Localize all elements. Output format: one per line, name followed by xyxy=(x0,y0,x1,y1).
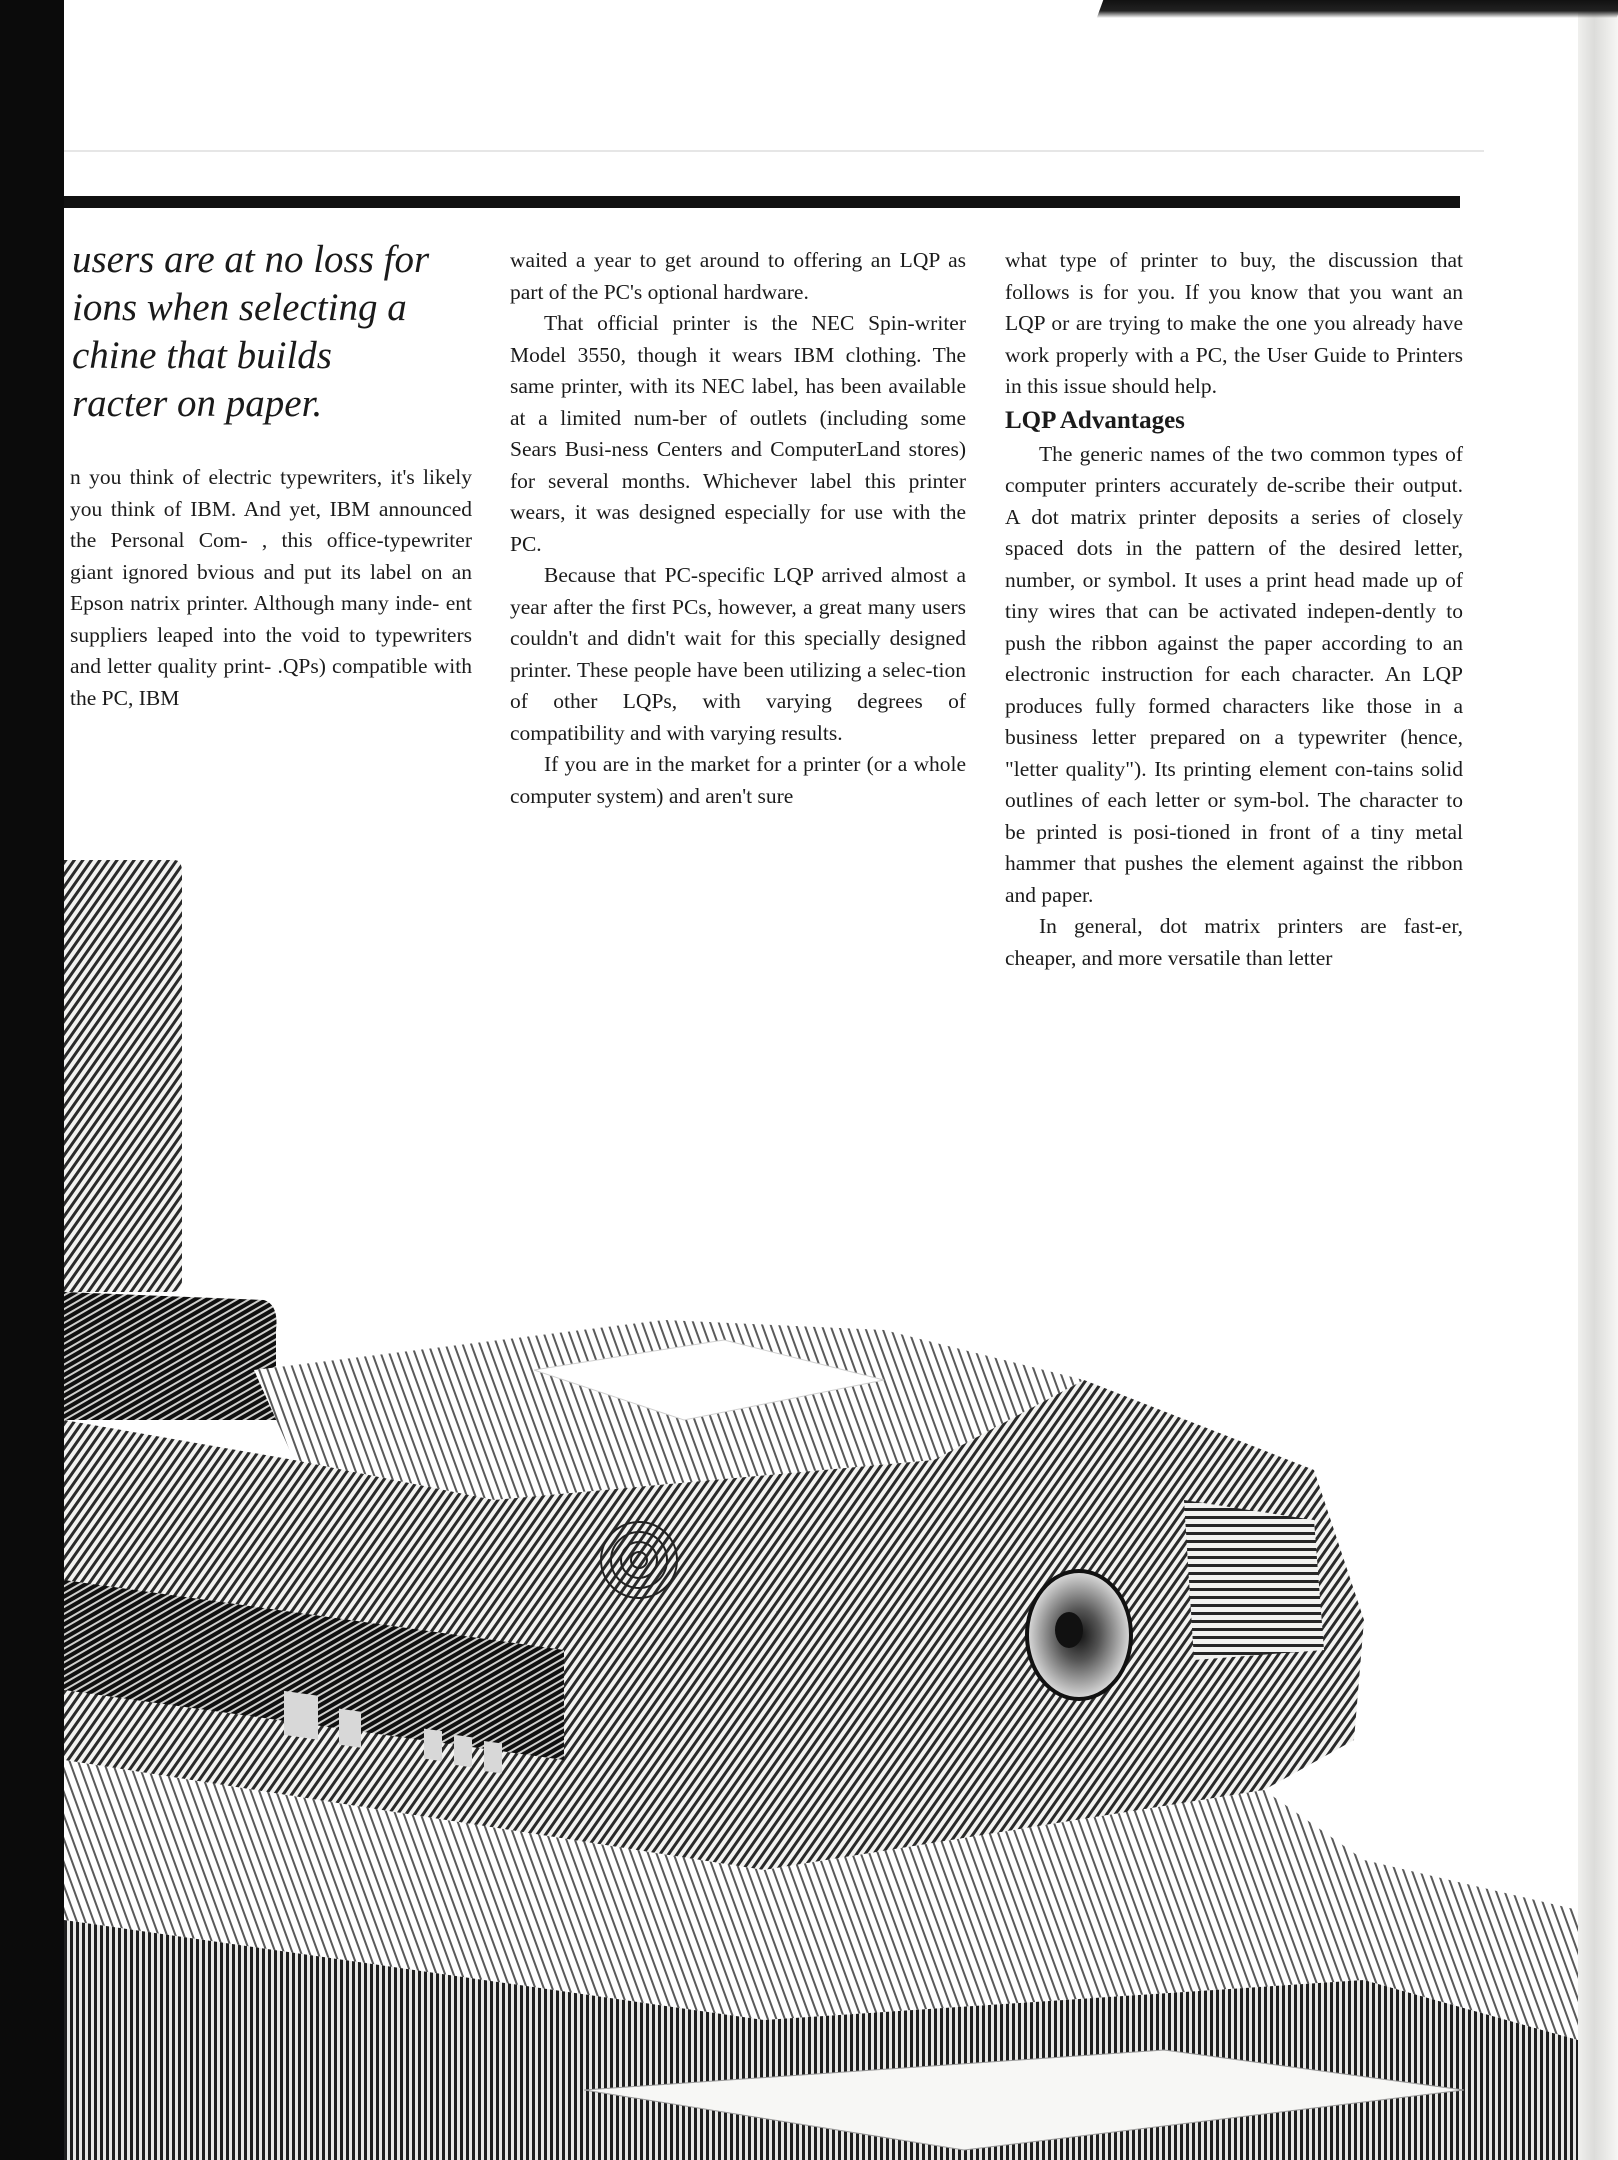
pull-quote-line: ions when selecting a xyxy=(72,286,407,329)
column-3-paragraph: The generic names of the two common types of computer printers accurately de-scribe their output. A dot matrix printer deposits a series of closely spaced dots in the pattern of the desired letter, number, or symbol. It uses a print head made up of tiny wires that can be activated indepen-dently to push the ribbon against the paper according to an electronic instruction for each character. An LQP produces fully formed characters like those in a business letter prepared on a typewriter (hence, "letter quality"). Its printing element con-tains solid outlines of each letter or sym-bol. The character to be printed is posi-tioned in front of a tiny metal hammer that pushes the element against the ribbon and paper. xyxy=(1005,441,1463,907)
pull-quote-line: racter on paper. xyxy=(72,382,323,425)
column-3-intro: what type of printer to buy, the discussion that follows is for you. If you know that you want an LQP or are trying to make the one you already have work properly with a PC, the User Guide to Printers in this issue should help. xyxy=(1005,248,1463,398)
pull-quote xyxy=(72,236,482,428)
header-thick-rule xyxy=(64,196,1460,208)
scan-top-shadow xyxy=(1097,0,1618,18)
column-2-paragraph: If you are in the market for a printer (or a whole computer system) and aren't sure xyxy=(510,752,966,808)
panel-button xyxy=(484,1741,502,1774)
column-2-paragraph: That official printer is the NEC Spin-writer Model 3550, though it wears IBM clothing. The same printer, with its NEC label, has been available at a limited num-ber of outlets (including some Sears Busi-ness Centers and ComputerLand stores) for several months. Whichever label this printer wears, it was designed especially for use with the PC. xyxy=(510,311,966,556)
monitor-shape xyxy=(64,860,182,1292)
panel-button xyxy=(424,1729,442,1762)
header-thin-rule xyxy=(64,150,1484,152)
pull-quote-line: users are at no loss for xyxy=(72,238,430,281)
monitor-base xyxy=(64,1292,277,1420)
column-3-paragraph: In general, dot matrix printers are fast-er, cheaper, and more versatile than letter xyxy=(1005,914,1463,970)
pull-quote-line: chine that builds xyxy=(72,334,332,377)
panel-button xyxy=(284,1691,318,1740)
column-1-paragraph: n you think of electric typewriters, it's likely you think of IBM. And yet, IBM announced the Personal Com- , this office-typewriter giant ignored bvious and put its label on an Epson natrix printer. Although many inde- ent suppliers leaped into the void to typewriters and letter quality print- .QPs) compatible with the PC, IBM xyxy=(70,465,472,710)
section-subhead: LQP Advantages xyxy=(1005,406,1185,434)
vent-grille xyxy=(1184,1500,1324,1660)
column-1 xyxy=(70,462,472,714)
panel-button xyxy=(454,1735,472,1768)
panel-button xyxy=(339,1709,361,1748)
printer-photo xyxy=(64,860,1578,2160)
column-2-paragraph: waited a year to get around to offering an LQP as part of the PC's optional hardware. xyxy=(510,248,966,304)
column-2-paragraph: Because that PC-specific LQP arrived almost a year after the first PCs, however, a great many users couldn't and didn't wait for this specially designed printer. These people have been utilizing a selec-tion of other LQPs, with varying degrees of compatibility and with varying results. xyxy=(510,563,966,745)
scan-right-border xyxy=(1578,0,1618,2160)
scan-left-border xyxy=(0,0,64,2160)
column-2 xyxy=(510,245,966,812)
platen-knob xyxy=(1027,1571,1131,1699)
